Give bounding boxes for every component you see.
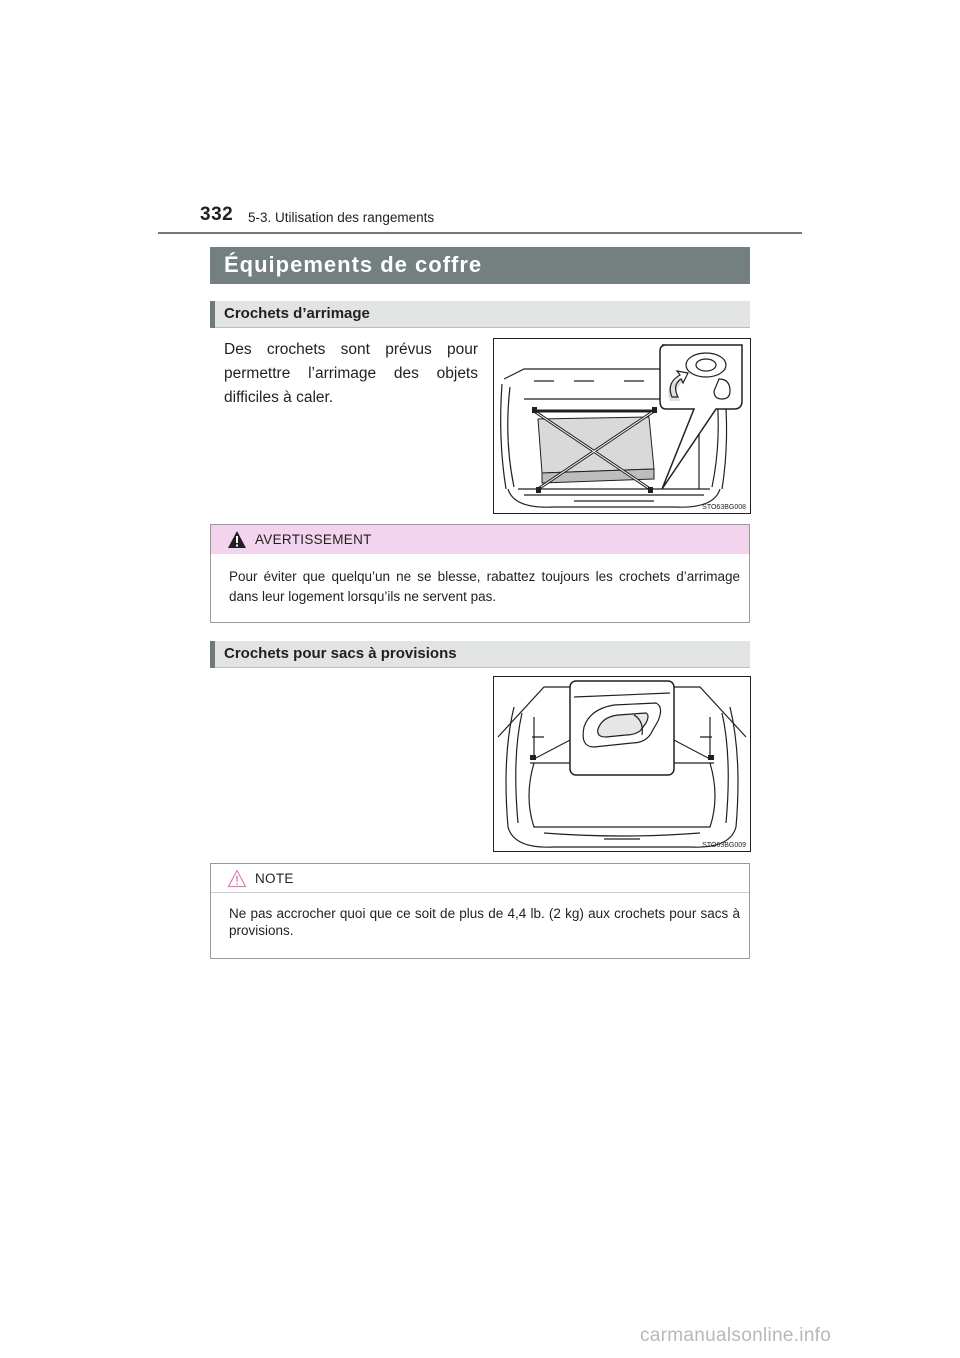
trunk-tie-down-drawing: [494, 339, 750, 513]
site-watermark: carmanualsonline.info: [640, 1325, 832, 1346]
section-title: Équipements de coffre: [224, 252, 483, 277]
trunk-grocery-hooks-drawing: [494, 677, 750, 851]
subheading-grocery-hooks: [210, 641, 750, 668]
subheading-marker: [210, 301, 215, 328]
running-head: 5-3. Utilisation des rangements: [248, 210, 435, 225]
subheading-tie-down-hooks: [210, 301, 750, 328]
header-rule: [158, 232, 802, 234]
warning-box: [210, 524, 750, 623]
page-number: 332: [200, 204, 234, 225]
grocery-hooks-illustration: [493, 676, 751, 852]
warning-text: Pour éviter que quelqu’un ne se blesse, rabattez toujours les crochets d’arrimage dans leur logement lorsqu’ils ne servent pas.: [229, 569, 740, 604]
warning-triangle-icon: [227, 530, 247, 549]
subheading-label: Crochets d’arrimage: [224, 305, 370, 322]
note-title: NOTE: [255, 871, 294, 886]
subheading-label: Crochets pour sacs à provisions: [224, 645, 457, 662]
figure-code: STO63BG009: [702, 842, 746, 849]
tie-down-description: Des crochets sont prévus pour permettre l’arrimage des objets difficiles à caler.: [224, 341, 478, 406]
note-header: [211, 864, 749, 893]
note-box: [210, 863, 750, 959]
caution-outline-triangle-icon: [227, 869, 247, 888]
figure-code: STO63BG008: [702, 504, 746, 511]
warning-title: AVERTISSEMENT: [255, 532, 372, 547]
tie-down-hooks-illustration: [493, 338, 751, 514]
section-title-bar: [210, 247, 750, 284]
warning-header: [211, 525, 749, 554]
note-text: Ne pas accrocher quoi que ce soit de plus de 4,4 lb. (2 kg) aux crochets pour sacs à provisions.: [229, 906, 740, 938]
subheading-marker: [210, 641, 215, 668]
